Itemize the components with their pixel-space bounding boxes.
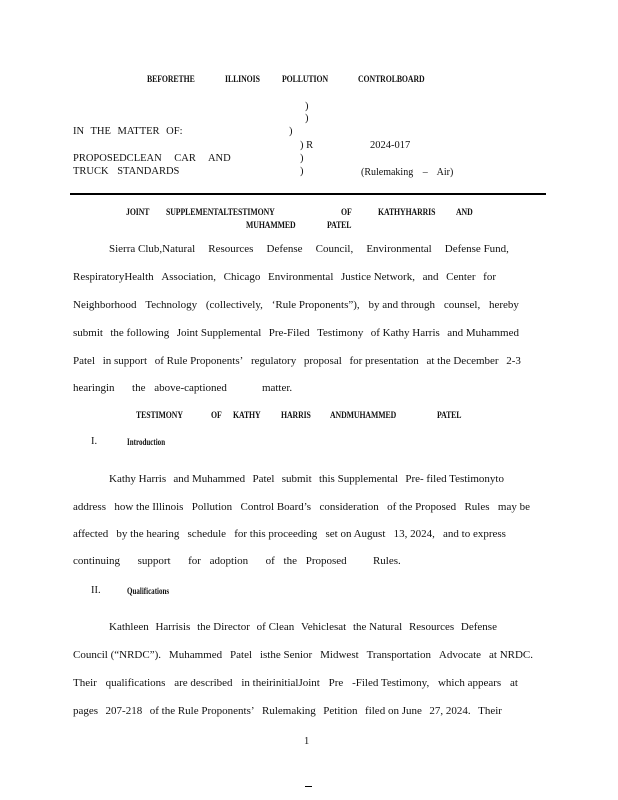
word: filed on June (365, 705, 422, 717)
word: which appears (437, 677, 502, 689)
word: by and through (368, 299, 436, 311)
title-word: PATEL (327, 221, 352, 231)
body-line (73, 650, 533, 661)
caption-paren: ) (305, 101, 309, 112)
word: Environmental (268, 271, 334, 283)
intro-line (73, 272, 496, 283)
board-header-word: POLLUTION (282, 75, 329, 85)
word: hereby (488, 299, 519, 311)
word: Patel (73, 355, 95, 367)
title-word: KATHYHARRIS (378, 208, 436, 218)
word: 207-218 (105, 705, 143, 717)
word: and (422, 271, 439, 283)
word: the above-captioned (132, 382, 227, 394)
word: Association, (161, 271, 217, 283)
word: how the Illinois (114, 501, 184, 513)
word: Advocate (438, 649, 482, 661)
word: of the Proposed (265, 555, 347, 567)
word: 27, 2024. (429, 705, 471, 717)
word: Rules. (372, 555, 401, 567)
intro-line (73, 328, 519, 339)
word: Center (446, 271, 476, 283)
body-line (109, 474, 504, 485)
word: may be (497, 501, 530, 513)
word: at the December (426, 355, 499, 367)
word: by the hearing (116, 528, 180, 540)
word: Vehiclesat (301, 621, 347, 633)
word: Patel (230, 649, 253, 661)
word: support (137, 555, 171, 567)
word: affected (73, 528, 109, 540)
word: Council (“NRDC”). (73, 649, 161, 661)
word: Neighborhood (73, 299, 137, 311)
caption-paren: ) (300, 166, 304, 177)
caption-paren: ) (305, 113, 309, 124)
word: Environmental (366, 243, 432, 255)
section-heading: Qualifications (127, 586, 170, 596)
word: proposal (303, 355, 342, 367)
word: Defense (266, 243, 303, 255)
word: matter. (261, 382, 293, 394)
word: qualifications (105, 677, 166, 689)
word: the Natural (352, 621, 403, 633)
word: Petition (323, 705, 358, 717)
word: Muhammed (168, 649, 223, 661)
word: the Director (197, 621, 250, 633)
title-word: MUHAMMED (246, 221, 296, 231)
word: -Filed Testimony, (352, 677, 430, 689)
word: at (509, 677, 518, 689)
title-word: SUPPLEMENTALTESTIMONY (166, 208, 275, 218)
word: Kathy Harris (109, 473, 167, 485)
proposal-title-line-1: PROPOSEDCLEAN CAR AND (73, 153, 231, 164)
word: submit (281, 473, 312, 485)
docket-prefix: ) R (300, 140, 314, 151)
word: Transportation (366, 649, 431, 661)
testimony-heading-word: HARRIS (281, 411, 311, 421)
word: for (483, 271, 496, 283)
section-heading: Introduction (127, 437, 166, 447)
word: Resources (208, 243, 254, 255)
word: Council, (315, 243, 354, 255)
word: Patel (252, 473, 275, 485)
word: in support (102, 355, 147, 367)
word: and Muhammed (447, 327, 519, 339)
word: Justice Network, (341, 271, 415, 283)
intro-line (73, 300, 519, 311)
intro-line (73, 383, 526, 394)
word: Control Board’s (240, 501, 312, 513)
body-line (73, 678, 518, 689)
testimony-heading-word: KATHY (233, 411, 261, 421)
intro-line (109, 244, 509, 255)
word: set on August (325, 528, 386, 540)
word: isthe Senior (259, 649, 313, 661)
word: schedule (187, 528, 227, 540)
word: of the Rule Proponents’ (149, 705, 255, 717)
word: Pre (328, 677, 344, 689)
word: pages (73, 705, 99, 717)
word: Pre- filed Testimonyto (405, 473, 504, 485)
word: RespiratoryHealth (73, 271, 154, 283)
board-header-word: ILLINOIS (225, 75, 260, 85)
word: Midwest (320, 649, 359, 661)
intro-line (73, 356, 521, 367)
caption-divider (70, 193, 546, 195)
board-header-word: BEFORETHE (147, 75, 195, 85)
word: of Clean (256, 621, 295, 633)
matter-label: IN THE MATTER OF: (73, 126, 183, 137)
word: Testimony (317, 327, 364, 339)
word: of Kathy Harris (370, 327, 440, 339)
body-line (73, 706, 502, 717)
word: in theirinitialJoint (241, 677, 320, 689)
caption-paren: ) (300, 153, 304, 164)
testimony-heading-word: OF (211, 411, 222, 421)
word: (collectively, (205, 299, 263, 311)
word: Their (73, 677, 97, 689)
word: 2-3 (506, 355, 521, 367)
word: Kathleen (109, 621, 149, 633)
word: Pre-Filed (268, 327, 310, 339)
title-word: OF (341, 208, 352, 218)
word: 13, 2024, (393, 528, 435, 540)
word: of the Proposed (387, 501, 457, 513)
word: of Rule Proponents’ (154, 355, 244, 367)
section-number: II. (91, 585, 101, 596)
page-number: 1 (304, 736, 310, 747)
word: Technology (145, 299, 198, 311)
word: Rulemaking (262, 705, 316, 717)
word: Chicago (223, 271, 261, 283)
footer-mark (305, 786, 312, 787)
word: Defense Fund, (444, 243, 509, 255)
board-header-word: CONTROLBOARD (358, 75, 425, 85)
body-line (109, 622, 497, 633)
word: Sierra Club,Natural (109, 243, 196, 255)
word: Resources (408, 621, 455, 633)
body-line (73, 502, 530, 513)
word: Rules (464, 501, 490, 513)
proposal-title-line-2: TRUCK STANDARDS (73, 166, 180, 177)
word: for adoption (188, 555, 249, 567)
word: address (73, 501, 106, 513)
word: and Muhammed (173, 473, 246, 485)
section-number: I. (91, 436, 98, 447)
word: at NRDC. (489, 649, 533, 661)
word: Defense (460, 621, 497, 633)
testimony-heading-word: ANDMUHAMMED (330, 411, 397, 421)
word: for presentation (349, 355, 419, 367)
testimony-heading-word: TESTIMONY (136, 411, 183, 421)
word: and to express (443, 528, 506, 540)
rulemaking-type: (Rulemaking – Air) (361, 167, 454, 178)
word: submit (73, 327, 103, 339)
word: this Supplemental (318, 473, 399, 485)
word: Pollution (191, 501, 233, 513)
word: Harrisis (155, 621, 191, 633)
word: regulatory (250, 355, 297, 367)
testimony-heading-word: PATEL (437, 411, 462, 421)
word: counsel, (443, 299, 481, 311)
word: are described (174, 677, 233, 689)
body-line (73, 556, 526, 567)
body-line (73, 529, 506, 540)
word: Their (478, 705, 502, 717)
word: Joint Supplemental (176, 327, 262, 339)
docket-number: 2024-017 (370, 140, 411, 151)
word: consideration (319, 501, 379, 513)
title-word: JOINT (126, 208, 150, 218)
word: for this proceeding (234, 528, 318, 540)
word: ‘Rule Proponents”), (271, 299, 360, 311)
word: hearingin (73, 382, 115, 394)
caption-paren: ) (289, 126, 293, 137)
title-word: AND (456, 208, 473, 218)
word: the following (110, 327, 170, 339)
word: continuing (73, 555, 121, 567)
